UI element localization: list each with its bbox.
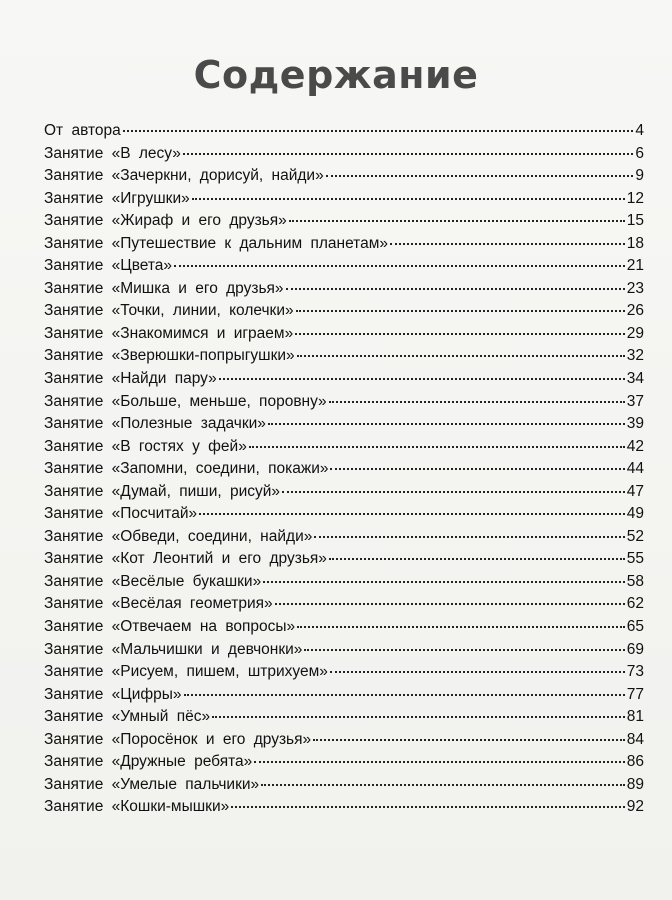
toc-entry-label: Занятие «Путешествие к дальним планетам» [44, 234, 388, 252]
toc-entry [44, 323, 644, 346]
toc-entry-page-number: 42 [626, 437, 644, 455]
toc-entry-page-number: 4 [635, 122, 644, 139]
toc-entry-page-number: 21 [626, 257, 644, 275]
toc-entry [44, 706, 644, 729]
toc-dot-leader [275, 602, 625, 605]
toc-entry-label: Занятие «Зачеркни, дорисуй, найди» [44, 167, 324, 185]
toc-entry-label: Занятие «Жираф и его друзья» [44, 212, 287, 230]
toc-entry-label: Занятие «Посчитай» [44, 505, 198, 523]
toc-entry [44, 300, 644, 323]
toc-dot-leader [231, 805, 625, 808]
toc-entry-page-number: 89 [626, 775, 644, 793]
toc-dot-leader [289, 219, 625, 222]
toc-entry [44, 436, 644, 459]
toc-entry-page-number: 69 [626, 640, 644, 658]
toc-dot-leader [313, 738, 625, 741]
toc-entry [44, 210, 644, 233]
toc-dot-leader [268, 422, 625, 425]
toc-entry-label: Занятие «Дружные ребята» [44, 753, 253, 771]
toc-entry [44, 571, 644, 594]
toc-entry-page-number: 15 [626, 212, 644, 230]
toc-entry-label: Занятие «Цвета» [44, 257, 173, 275]
toc-entry [44, 751, 644, 774]
toc-dot-leader [297, 625, 625, 628]
toc-dot-leader [296, 309, 625, 312]
toc-entry-page-number: 73 [626, 663, 644, 681]
toc-entry-page-number: 32 [626, 347, 644, 365]
toc-entry-label: От автора [44, 122, 121, 139]
toc-dot-leader [261, 783, 625, 786]
toc-entry-page-number: 77 [626, 685, 644, 703]
toc-entry-page-number: 86 [626, 753, 644, 771]
toc-entry [44, 120, 644, 143]
toc-dot-leader [183, 152, 634, 155]
toc-entry [44, 661, 644, 684]
toc-entry-label: Занятие «Отвечаем на вопросы» [44, 618, 296, 636]
toc-entry-page-number: 12 [626, 189, 644, 207]
toc-dot-leader [314, 535, 624, 538]
toc-dot-leader [174, 264, 625, 267]
toc-entry-page-number: 47 [626, 482, 644, 500]
toc-entry [44, 796, 644, 819]
toc-entry-label: Занятие «Мишка и его друзья» [44, 279, 284, 297]
toc-dot-leader [297, 354, 625, 357]
toc-dot-leader [123, 129, 634, 132]
toc-entry [44, 526, 644, 549]
toc-entry-page-number: 6 [635, 144, 644, 162]
toc-entry [44, 413, 644, 436]
toc-entry [44, 729, 644, 752]
toc-dot-leader [254, 760, 624, 763]
toc-entry-label: Занятие «В гостях у фей» [44, 437, 247, 455]
toc-dot-leader [330, 467, 624, 470]
toc-entry-label: Занятие «Цифры» [44, 685, 182, 703]
toc-entry-label: Занятие «Кошки-мышки» [44, 798, 230, 816]
toc-entry-label: Занятие «Полезные задачки» [44, 415, 266, 433]
toc-entry [44, 165, 644, 188]
toc-dot-leader [329, 557, 625, 560]
toc-entry [44, 188, 644, 211]
toc-entry-label: Занятие «Найди пару» [44, 370, 217, 388]
toc-dot-leader [249, 445, 625, 448]
toc-dot-leader [390, 242, 625, 245]
toc-entry-label: Занятие «Умный пёс» [44, 708, 211, 726]
toc-entry-page-number: 58 [626, 572, 644, 590]
toc-dot-leader [199, 512, 625, 515]
toc-entry-label: Занятие «Обведи, соедини, найди» [44, 527, 313, 545]
toc-entry-label: Занятие «Запомни, соедини, покажи» [44, 460, 329, 478]
toc-entry-label: Занятие «Умелые пальчики» [44, 775, 260, 793]
toc-dot-leader [184, 693, 625, 696]
toc-dot-leader [212, 715, 625, 718]
toc-entry [44, 481, 644, 504]
toc-dot-leader [282, 490, 625, 493]
toc-entry [44, 593, 644, 616]
toc-dot-leader [330, 670, 625, 673]
toc-entry [44, 503, 644, 526]
toc-entry [44, 774, 644, 797]
toc-entry-page-number: 49 [626, 505, 644, 523]
toc-entry [44, 684, 644, 707]
toc-dot-leader [286, 287, 625, 290]
page-title: Содержание [193, 53, 479, 98]
toc-entry-label: Занятие «Кот Леонтий и его друзья» [44, 550, 327, 568]
toc-entry-label: Занятие «Знакомимся и играем» [44, 324, 294, 342]
toc-entry-page-number: 18 [626, 234, 644, 252]
toc-entry-label: Занятие «Рисуем, пишем, штрихуем» [44, 663, 328, 681]
toc-entry-page-number: 92 [626, 798, 644, 816]
toc-entry-page-number: 9 [635, 167, 644, 185]
toc-entry [44, 548, 644, 571]
toc-entry [44, 278, 644, 301]
toc-dot-leader [192, 197, 625, 200]
toc-entry-label: Занятие «Думай, пиши, рисуй» [44, 482, 281, 500]
toc-entry [44, 391, 644, 414]
toc-entry-page-number: 26 [626, 302, 644, 320]
toc-entry-label: Занятие «Весёлая геометрия» [44, 595, 273, 613]
toc-dot-leader [326, 174, 634, 177]
toc-dot-leader [263, 580, 625, 583]
toc-dot-leader [295, 332, 625, 335]
toc-entry-page-number: 37 [626, 392, 644, 410]
toc-entry-page-number: 29 [626, 324, 644, 342]
toc-entry-label: Занятие «В лесу» [44, 144, 181, 162]
toc-entry [44, 616, 644, 639]
toc-entry [44, 143, 644, 166]
toc-entry-page-number: 23 [626, 279, 644, 297]
toc-entry [44, 639, 644, 662]
toc-entry-page-number: 44 [626, 460, 644, 478]
toc-entry-page-number: 39 [626, 415, 644, 433]
toc-entry [44, 255, 644, 278]
toc-dot-leader [329, 400, 625, 403]
toc-dot-leader [219, 377, 625, 380]
toc-entry-page-number: 52 [626, 527, 644, 545]
toc-entry [44, 368, 644, 391]
toc-dot-leader [304, 648, 624, 651]
toc-entry-label: Занятие «Мальчишки и девчонки» [44, 640, 303, 658]
toc-entry-page-number: 81 [626, 708, 644, 726]
toc-entry [44, 233, 644, 256]
toc-entry-page-number: 62 [626, 595, 644, 613]
toc-entry-label: Занятие «Больше, меньше, поровну» [44, 392, 327, 410]
toc-entry-page-number: 34 [626, 370, 644, 388]
toc-entry-page-number: 65 [626, 618, 644, 636]
toc-entry-label: Занятие «Точки, линии, колечки» [44, 302, 294, 320]
toc-entry-label: Занятие «Весёлые букашки» [44, 572, 262, 590]
toc-entry-page-number: 55 [626, 550, 644, 568]
table-of-contents [44, 120, 644, 819]
toc-entry-label: Занятие «Поросёнок и его друзья» [44, 730, 312, 748]
toc-entry [44, 345, 644, 368]
toc-entry-label: Занятие «Игрушки» [44, 189, 190, 207]
toc-entry [44, 458, 644, 481]
toc-entry-label: Занятие «Зверюшки-попрыгушки» [44, 347, 295, 365]
toc-entry-page-number: 84 [626, 730, 644, 748]
